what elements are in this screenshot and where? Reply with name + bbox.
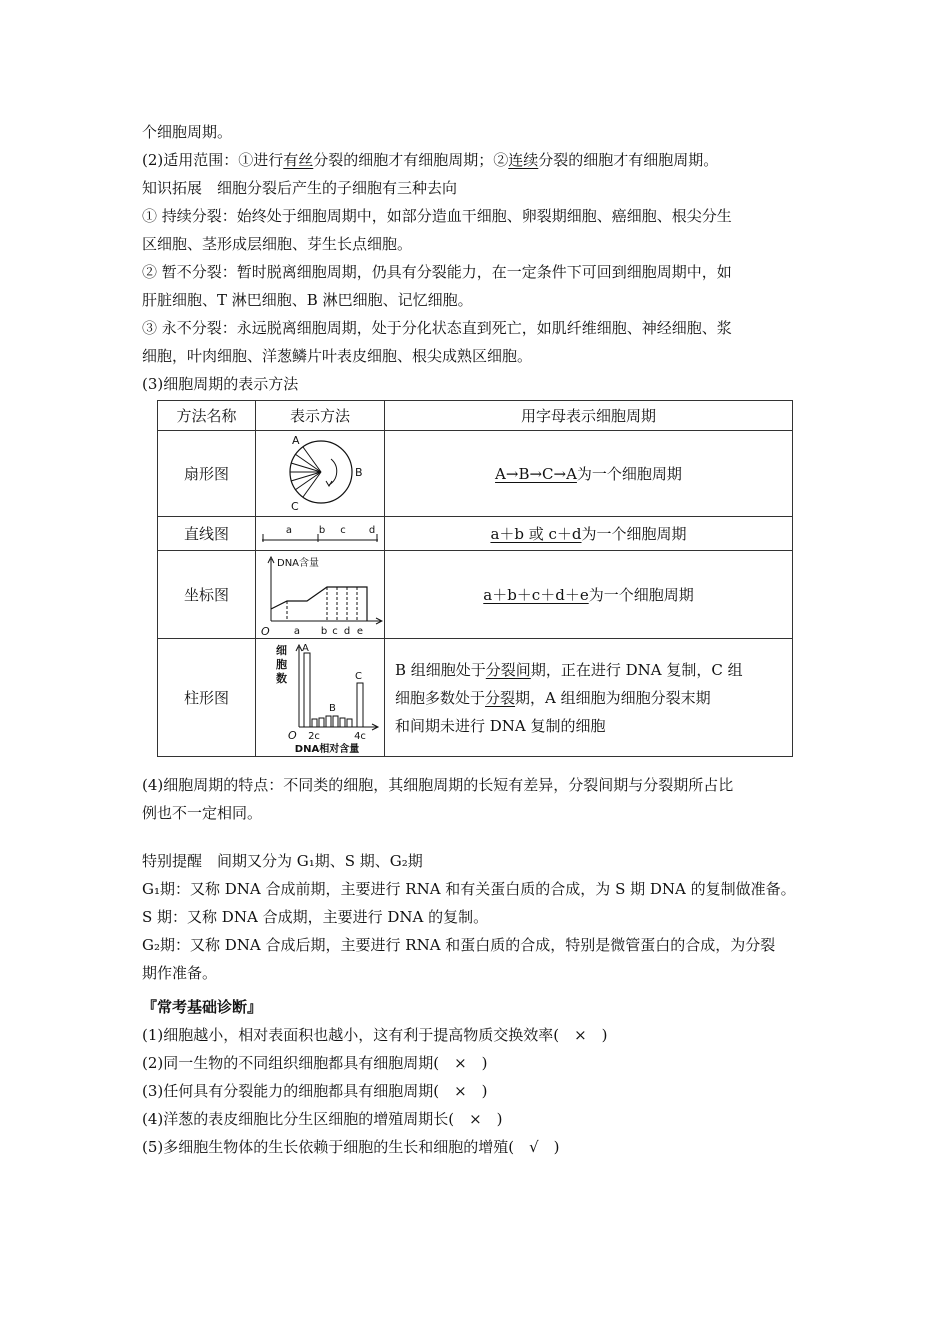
- paragraph-line: ③ 永不分裂：永远脱离细胞周期，处于分化状态直到死亡，如肌纤维细胞、神经细胞、浆: [142, 319, 732, 337]
- special-reminder-title: 特别提醒 间期又分为 G₁期、S 期、G₂期: [142, 852, 423, 870]
- line-label-c: c: [340, 524, 346, 536]
- method-name: 柱形图: [158, 639, 256, 757]
- paragraph-line: ② 暂不分裂：暂时脱离细胞周期，仍具有分裂能力，在一定条件下可回到细胞周期中，如: [142, 263, 732, 281]
- paragraph-line: G₂期：又称 DNA 合成后期，主要进行 RNA 和蛋白质的合成，特别是微管蛋白的合成，为分裂: [142, 936, 776, 954]
- fan-description: A→B→C→A为一个细胞周期: [385, 431, 793, 517]
- line-label-b: b: [318, 524, 326, 536]
- bar-tick-2c: 2c: [308, 730, 320, 742]
- bar-y-label-1: 细: [276, 643, 287, 657]
- page-content: [142, 118, 822, 1161]
- table-header: 方法名称: [158, 401, 256, 431]
- bar-y-label-2: 胞: [276, 657, 287, 671]
- paragraph-line: 细胞，叶肉细胞、洋葱鳞片叶表皮细胞、根尖成熟区细胞。: [142, 347, 533, 365]
- diagnosis-item: (1)细胞越小，相对表面积也越小，这有利于提高物质交换效率( × ): [142, 1026, 608, 1044]
- fan-diagram-cell: [256, 431, 385, 517]
- table-row: [158, 431, 793, 517]
- fan-label-b: B: [355, 465, 363, 479]
- paragraph-line: 例也不一定相同。: [142, 804, 263, 822]
- method-name: 扇形图: [158, 431, 256, 517]
- diagnosis-item: (4)洋葱的表皮细胞比分生区细胞的增殖周期长( × ): [142, 1110, 503, 1128]
- paragraph-line: S 期：又称 DNA 合成期，主要进行 DNA 的复制。: [142, 908, 489, 926]
- diagnosis-item: (2)同一生物的不同组织细胞都具有细胞周期( × ): [142, 1054, 488, 1072]
- bar-label-a: A: [302, 642, 309, 654]
- table-header-row: [158, 401, 793, 431]
- diagnosis-section-title: 『常考基础诊断』: [142, 998, 263, 1016]
- line-diagram-cell: [256, 517, 385, 551]
- coord-tick-d: d: [343, 625, 351, 637]
- intro-line-1: 个细胞周期。: [142, 123, 233, 141]
- coord-tick-b: b: [320, 625, 328, 637]
- coordinate-description: a＋b＋c＋d＋e为一个细胞周期: [385, 551, 793, 639]
- method-name: 坐标图: [158, 551, 256, 639]
- coord-tick-e: e: [356, 625, 364, 637]
- line-diagram: [259, 521, 381, 547]
- bar-tick-4c: 4c: [354, 730, 366, 742]
- paragraph-line: 区细胞、茎形成层细胞、芽生长点细胞。: [142, 235, 413, 253]
- scope-line: (2)适用范围：①进行有丝分裂的细胞才有细胞周期；②连续分裂的细胞才有细胞周期。: [142, 151, 719, 169]
- paragraph-line: G₁期：又称 DNA 合成前期，主要进行 RNA 和有关蛋白质的合成，为 S 期 DNA 的复制做准备。: [142, 880, 796, 898]
- table-row: [158, 551, 793, 639]
- fan-label-a: A: [292, 433, 300, 447]
- cell-cycle-methods-table: [157, 400, 793, 757]
- coord-tick-a: a: [293, 625, 301, 637]
- bar-label-c: C: [355, 670, 362, 682]
- diagnosis-item: (3)任何具有分裂能力的细胞都具有细胞周期( × ): [142, 1082, 488, 1100]
- paragraph-line: ① 持续分裂：始终处于细胞周期中，如部分造血干细胞、卵裂期细胞、癌细胞、根尖分生: [142, 207, 732, 225]
- line-label-a: a: [285, 524, 293, 536]
- answer-blank-mitosis: 有丝: [283, 151, 314, 169]
- coord-tick-c: c: [332, 625, 338, 637]
- knowledge-extension-title: 知识拓展 细胞分裂后产生的子细胞有三种去向: [142, 179, 458, 197]
- bar-y-label-3: 数: [276, 671, 287, 685]
- fan-diagram: [265, 432, 375, 516]
- bar-diagram: [259, 641, 381, 755]
- table-row: [158, 639, 793, 757]
- section-heading: (3)细胞周期的表示方法: [142, 375, 299, 393]
- bar-label-b: B: [329, 702, 336, 714]
- method-name: 直线图: [158, 517, 256, 551]
- bar-x-label: DNA相对含量: [294, 743, 360, 755]
- table-header: 用字母表示细胞周期: [385, 401, 793, 431]
- paragraph-line: (4)细胞周期的特点：不同类的细胞，其细胞周期的长短有差异，分裂间期与分裂期所占比: [142, 776, 734, 794]
- coordinate-diagram-cell: [256, 551, 385, 639]
- fan-label-c: C: [291, 499, 299, 513]
- coord-origin: O: [261, 624, 270, 637]
- line-description: a＋b 或 c＋d为一个细胞周期: [385, 517, 793, 551]
- bar-origin: O: [288, 728, 297, 742]
- bar-description: B 组细胞处于分裂间期，正在进行 DNA 复制，C 组 细胞多数处于分裂期，A 组细胞为细胞分裂末期 和间期未进行 DNA 复制的细胞: [385, 639, 793, 757]
- coord-y-label: DNA含量: [277, 557, 320, 569]
- diagnosis-item: (5)多细胞生物体的生长依赖于细胞的生长和细胞的增殖( √ ): [142, 1138, 560, 1156]
- answer-blank-continuous: 连续: [508, 151, 539, 169]
- coordinate-diagram: [257, 553, 383, 637]
- line-label-d: d: [368, 524, 376, 536]
- table-header: 表示方法: [256, 401, 385, 431]
- table-row: [158, 517, 793, 551]
- paragraph-line: 期作准备。: [142, 964, 218, 982]
- paragraph-line: 肝脏细胞、T 淋巴细胞、B 淋巴细胞、记忆细胞。: [142, 291, 473, 309]
- bar-diagram-cell: [256, 639, 385, 757]
